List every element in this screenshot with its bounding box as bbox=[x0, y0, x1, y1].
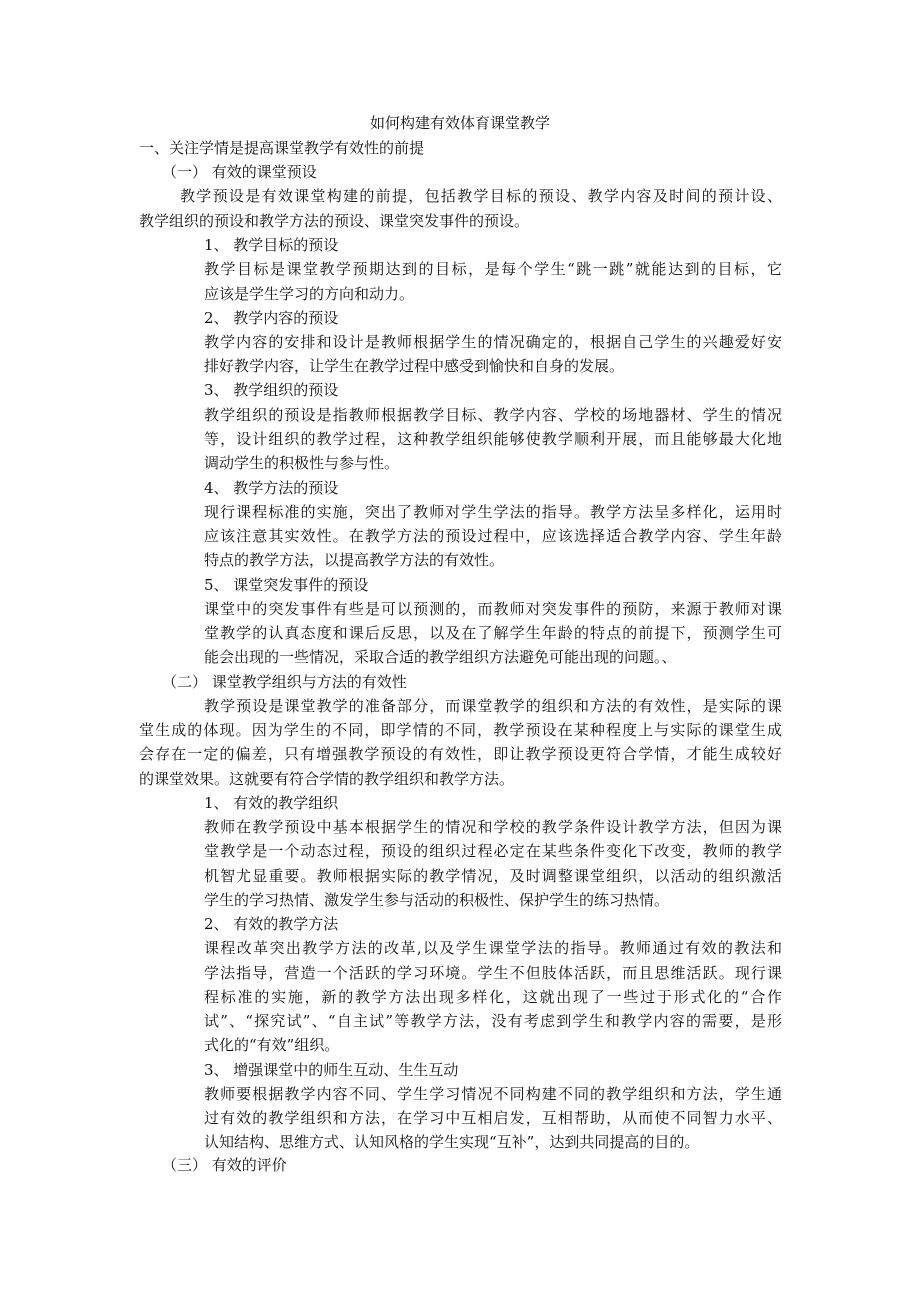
document-title: 如何构建有效体育课堂教学 bbox=[369, 114, 550, 132]
paragraph-line: 教师要根据教学内容不同、学生学习情况不同构建不同的教学组织和方法，学生通 bbox=[204, 1085, 782, 1103]
paragraph-line: 会存在一定的偏差，只有增强教学预设的有效性，即让教学预设更符合学情，才能生成较好 bbox=[139, 745, 782, 763]
paragraph-line: 课堂中的突发事件有些是可以预测的，而教师对突发事件的预防，来源于教师对课 bbox=[204, 600, 782, 618]
paragraph-line: 等，设计组织的教学过程，这种教学组织能够使教学顺利开展，而且能够最大化地 bbox=[204, 430, 782, 448]
item-5-heading: 5、 课堂突发事件的预设 bbox=[204, 576, 369, 594]
item-3-heading: 3、 增强课堂中的师生互动、生生互动 bbox=[204, 1061, 459, 1079]
paragraph-line: 教学预设是有效课堂构建的前提，包括教学目标的预设、教学内容及时间的预计设、 bbox=[180, 187, 782, 205]
section-1-heading: 一、关注学情是提高课堂教学有效性的前提 bbox=[139, 139, 425, 157]
paragraph-line: 堂生成的体现。因为学生的不同，即学情的不同，教学预设在某种程度上与实际的课堂生成 bbox=[139, 721, 782, 739]
paragraph-line: 教学目标是课堂教学预期达到的目标，是每个学生“跳一跳”就能达到的目标，它 bbox=[204, 260, 782, 278]
item-1-heading: 1、 有效的教学组织 bbox=[204, 794, 339, 812]
paragraph-line: 现行课程标准的实施，突出了教师对学生学法的指导。教学方法呈多样化，运用时 bbox=[204, 503, 782, 521]
item-2-heading: 2、 有效的教学方法 bbox=[204, 915, 339, 933]
paragraph-line: 学生的学习热情、激发学生参与活动的积极性、保护学生的练习热情。 bbox=[204, 891, 670, 909]
paragraph-line: 排好教学内容，让学生在教学过程中感受到愉快和自身的发展。 bbox=[204, 357, 625, 375]
subsection-1-heading: （一） 有效的课堂预设 bbox=[162, 163, 317, 181]
subsection-3-heading: （三） 有效的评价 bbox=[162, 1156, 287, 1174]
paragraph-line: 过有效的教学组织和方法，在学习中互相启发，互相帮助，从而使不同智力水平、 bbox=[204, 1109, 782, 1127]
paragraph-line: 教学内容的安排和设计是教师根据学生的情况确定的，根据自己学生的兴趣爱好安 bbox=[204, 333, 782, 351]
paragraph-line: 课程改革突出教学方法的改革,以及学生课堂学法的指导。教师通过有效的教法和 bbox=[204, 939, 782, 957]
subsection-2-heading: （二） 课堂教学组织与方法的有效性 bbox=[162, 673, 407, 691]
paragraph-line: 应该是学生学习的方向和动力。 bbox=[204, 285, 415, 303]
paragraph-line: 能会出现的一些情况，采取合适的教学组织方法避免可能出现的问题。、 bbox=[204, 648, 677, 666]
item-3-heading: 3、 教学组织的预设 bbox=[204, 381, 339, 399]
paragraph-line: 特点的教学方法，以提高教学方法的有效性。 bbox=[204, 551, 505, 569]
paragraph-line: 教学组织的预设是指教师根据教学目标、教学内容、学校的场地器材、学生的情况 bbox=[204, 406, 782, 424]
item-2-heading: 2、 教学内容的预设 bbox=[204, 309, 339, 327]
paragraph-line: 式化的“有效”组织。 bbox=[204, 1036, 340, 1054]
paragraph-line: 教学组织的预设和教学方法的预设、课堂突发事件的预设。 bbox=[139, 212, 530, 230]
paragraph-line: 教师在教学预设中基本根据学生的情况和学校的教学条件设计教学方法，但因为课 bbox=[204, 818, 782, 836]
paragraph-line: 堂教学是一个动态过程，预设的组织过程必定在某些条件变化下改变，教师的教学 bbox=[204, 842, 782, 860]
paragraph-line: 学法指导，营造一个活跃的学习环境。学生不但肢体活跃，而且思维活跃。现行课 bbox=[204, 964, 782, 982]
paragraph-line: 机智尤显重要。教师根据实际的教学情况，及时调整课堂组织，以活动的组织激活 bbox=[204, 867, 782, 885]
item-4-heading: 4、 教学方法的预设 bbox=[204, 479, 339, 497]
paragraph-line: 认知结构、思维方式、认知风格的学生实现“互补”，达到共同提高的目的。 bbox=[204, 1133, 700, 1151]
paragraph-line: 调动学生的积极性与参与性。 bbox=[204, 454, 400, 472]
paragraph-line: 应该注意其实效性。在教学方法的预设过程中，应该选择适合教学内容、学生年龄 bbox=[204, 527, 782, 545]
paragraph-line: 的课堂效果。这就要有符合学情的教学组织和教学方法。 bbox=[139, 770, 515, 788]
paragraph-line: 试”、“探究试”、“自主试”等教学方法，没有考虑到学生和教学内容的需要，是形 bbox=[204, 1012, 782, 1030]
paragraph-line: 堂教学的认真态度和课后反思，以及在了解学生年龄的特点的前提下，预测学生可 bbox=[204, 624, 782, 642]
paragraph-line: 教学预设是课堂教学的准备部分，而课堂教学的组织和方法的有效性，是实际的课 bbox=[204, 697, 782, 715]
paragraph-line: 程标准的实施，新的教学方法出现多样化，这就出现了一些过于形式化的“合作 bbox=[204, 988, 782, 1006]
item-1-heading: 1、 教学目标的预设 bbox=[204, 236, 339, 254]
